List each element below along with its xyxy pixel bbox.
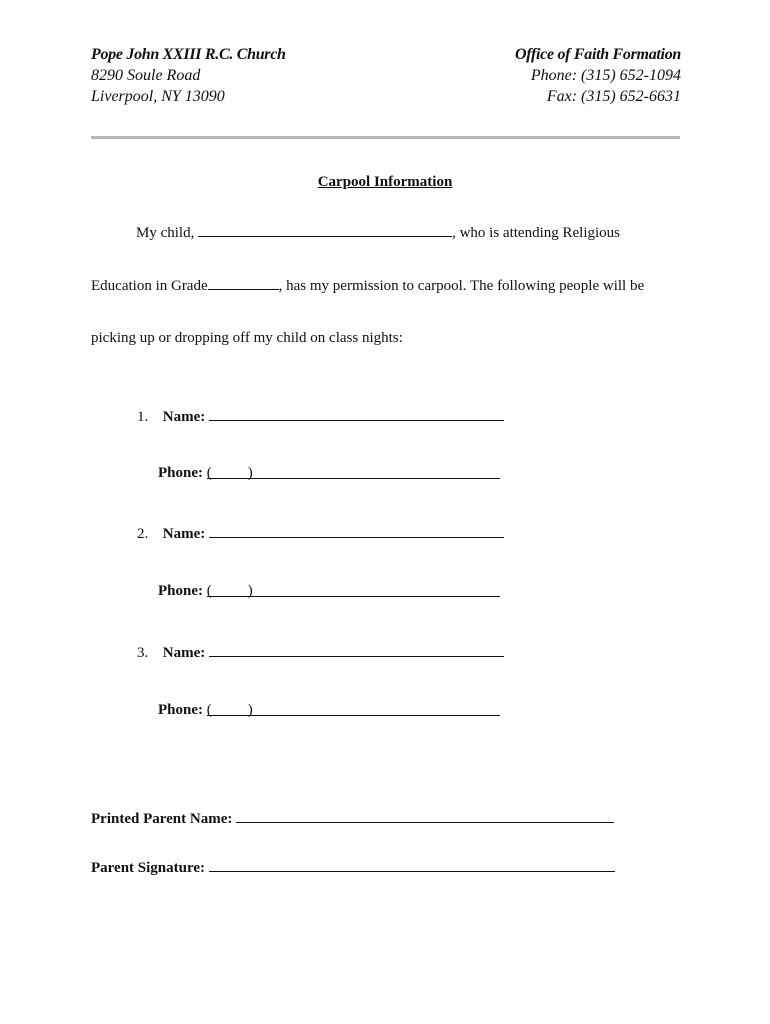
entry-number: 2.	[137, 526, 149, 542]
driver-1-name-row	[137, 407, 504, 426]
printed-parent-name-field[interactable]	[236, 809, 614, 823]
phone-label: Phone:	[158, 583, 203, 599]
parent-signature-field[interactable]	[209, 858, 615, 872]
entry-number: 1.	[137, 409, 149, 425]
paragraph-line-2	[91, 276, 644, 295]
driver-2-phone-row	[158, 583, 500, 600]
my-child-label: My child,	[136, 225, 195, 241]
area-code-open-paren: (	[206, 465, 212, 481]
area-code-open-paren: (	[206, 583, 212, 599]
driver-2-name-row	[137, 524, 504, 543]
entry-number: 3.	[137, 645, 149, 661]
driver-1-phone-field[interactable]	[207, 465, 500, 479]
parent-signature-row	[91, 858, 615, 877]
phone-label: Phone:	[158, 465, 203, 481]
church-address-block	[91, 44, 286, 107]
area-code-close-paren: )	[247, 465, 253, 481]
printed-parent-name-row	[91, 809, 614, 828]
driver-3-name-field[interactable]	[209, 643, 504, 657]
office-fax: Fax: (315) 652-6631	[546, 88, 681, 105]
office-name: Office of Faith Formation	[515, 46, 681, 63]
parent-signature-label: Parent Signature:	[91, 860, 206, 876]
name-label: Name:	[162, 526, 206, 542]
attending-text: , who is attending Religious	[452, 225, 621, 241]
area-code-open-paren: (	[206, 702, 212, 718]
church-address-line1: 8290 Soule Road	[91, 67, 201, 84]
driver-2-phone-field[interactable]	[207, 583, 500, 597]
name-label: Name:	[162, 409, 206, 425]
phone-label: Phone:	[158, 702, 203, 718]
office-contact-block	[515, 44, 681, 107]
driver-3-phone-row	[158, 702, 500, 719]
office-phone: Phone: (315) 652-1094	[530, 67, 681, 84]
printed-parent-name-label: Printed Parent Name:	[91, 811, 233, 827]
paragraph-line-3: picking up or dropping off my child on class nights:	[91, 330, 403, 346]
church-address-line2: Liverpool, NY 13090	[91, 88, 225, 105]
church-name: Pope John XXIII R.C. Church	[91, 46, 286, 63]
header-divider	[91, 136, 680, 139]
driver-1-phone-row	[158, 465, 500, 482]
driver-1-name-field[interactable]	[209, 407, 504, 421]
driver-3-name-row	[137, 643, 504, 662]
paragraph-line-1	[136, 223, 620, 242]
child-name-field[interactable]	[198, 223, 452, 237]
grade-field[interactable]	[208, 276, 279, 290]
form-title: Carpool Information	[317, 174, 453, 190]
driver-3-phone-field[interactable]	[207, 702, 500, 716]
permission-text: , has my permission to carpool. The following people will be	[278, 278, 645, 294]
driver-2-name-field[interactable]	[209, 524, 504, 538]
grade-label: Education in Grade	[91, 278, 208, 294]
name-label: Name:	[162, 645, 206, 661]
area-code-close-paren: )	[247, 583, 253, 599]
area-code-close-paren: )	[247, 702, 253, 718]
